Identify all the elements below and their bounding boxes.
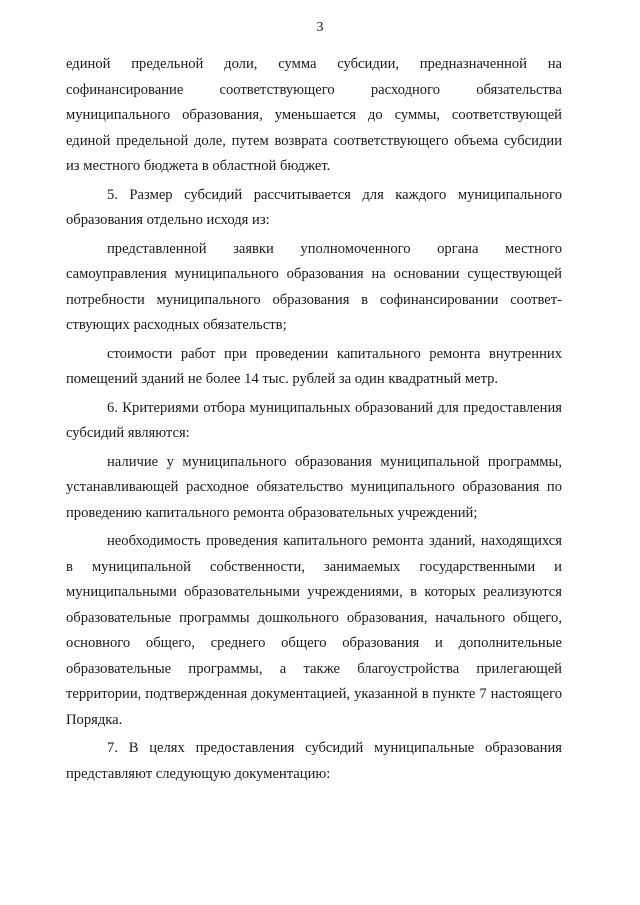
paragraph-item-6-program: наличие у муниципального образования муниципальной программы, устанавливающей расходное обязательство муниципального образования по проведению капитального ремонта образовательных учреждений; — [66, 453, 562, 521]
paragraph-item-6-necessity: необходимость проведения капитального ремонта зданий, находящихся в муниципальной собственности, занимаемых государственными и муниципальными образовательными учреждениями, в которых реализуются образовательные программы дошкольного образования, начального общего, основного общего, среднего общего образования и дополнительные образовательные программы, а также благоустройства прилегающей территории, подтвержденная документацией, указанной в пункте 7 настоящего Порядка. — [66, 533, 562, 728]
paragraph-subsidy-reduction: единой предельной доли, сумма субсидии, предназначенной на софинансирование соответствующего расходного обязательства муниципального образования, уменьшается до суммы, соответствующей единой предельной доле, путем возврата соответствующего объема субсидии из местного бюджета в областной бюджет. — [66, 56, 562, 174]
document-body — [66, 52, 562, 790]
paragraph-item-5-cost: стоимости работ при проведении капитального ремонта внутренних помещений зданий не более 14 тыс. рублей за один квадратный метр. — [66, 345, 562, 387]
page-number: 3 — [316, 20, 324, 35]
paragraph-item-6: 6. Критериями отбора муниципальных образований для предоставления субсидий являются: — [66, 399, 562, 441]
paragraph-item-5: 5. Размер субсидий рассчитывается для каждого муниципального образования отдельно исходя из: — [66, 186, 562, 228]
paragraph-item-7: 7. В целях предоставления субсидий муниципальные образования представляют следующую документацию: — [66, 740, 562, 782]
paragraph-item-5-application: представленной заявки уполномоченного органа местного самоуправления муниципального образования на основании существующей потребности муниципального образования в софинансировании соответствующих расходных обязательств; — [66, 240, 562, 333]
